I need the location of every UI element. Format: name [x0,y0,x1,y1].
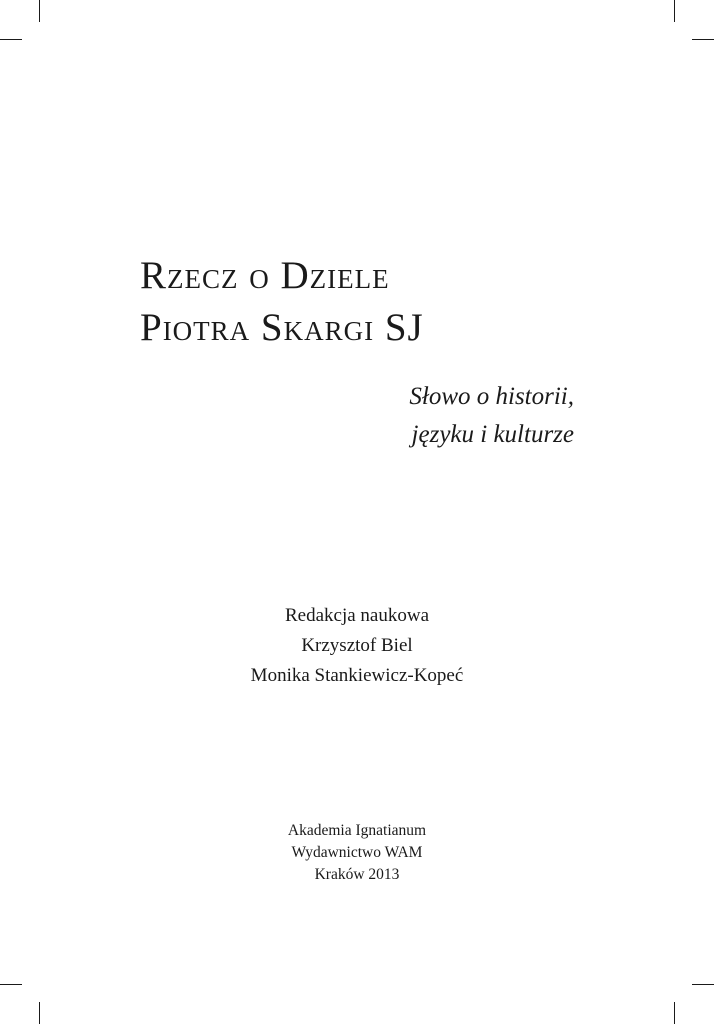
crop-mark-top-left-horizontal [0,39,22,40]
publisher-block [0,820,714,886]
editors-label: Redakcja naukowa [284,605,430,626]
editor-name-1: Krzysztof Biel [301,635,413,656]
publication-place-year: Kraków 2013 [314,866,400,883]
publisher-institution: Akademia Ignatianum [287,822,427,839]
crop-mark-bottom-right-horizontal [692,984,714,985]
crop-mark-bottom-left-vertical [39,1002,40,1024]
book-title-line-2: Piotra Skargi SJ [140,306,424,349]
publisher-name: Wydawnictwo WAM [291,844,423,861]
book-subtitle-line-2: języku i kulturze [411,421,574,448]
crop-mark-bottom-left-horizontal [0,984,22,985]
crop-mark-top-right-horizontal [692,39,714,40]
crop-mark-top-left-vertical [39,0,40,22]
book-title-line-1: Rzecz o Dziele [140,254,390,297]
crop-mark-bottom-right-vertical [674,1002,675,1024]
editors-block [0,601,714,691]
book-subtitle [330,378,574,454]
book-subtitle-line-1: Słowo o historii, [409,383,574,410]
book-title [140,250,424,354]
editor-name-2: Monika Stankiewicz-Kopeć [250,665,464,686]
crop-mark-top-right-vertical [674,0,675,22]
